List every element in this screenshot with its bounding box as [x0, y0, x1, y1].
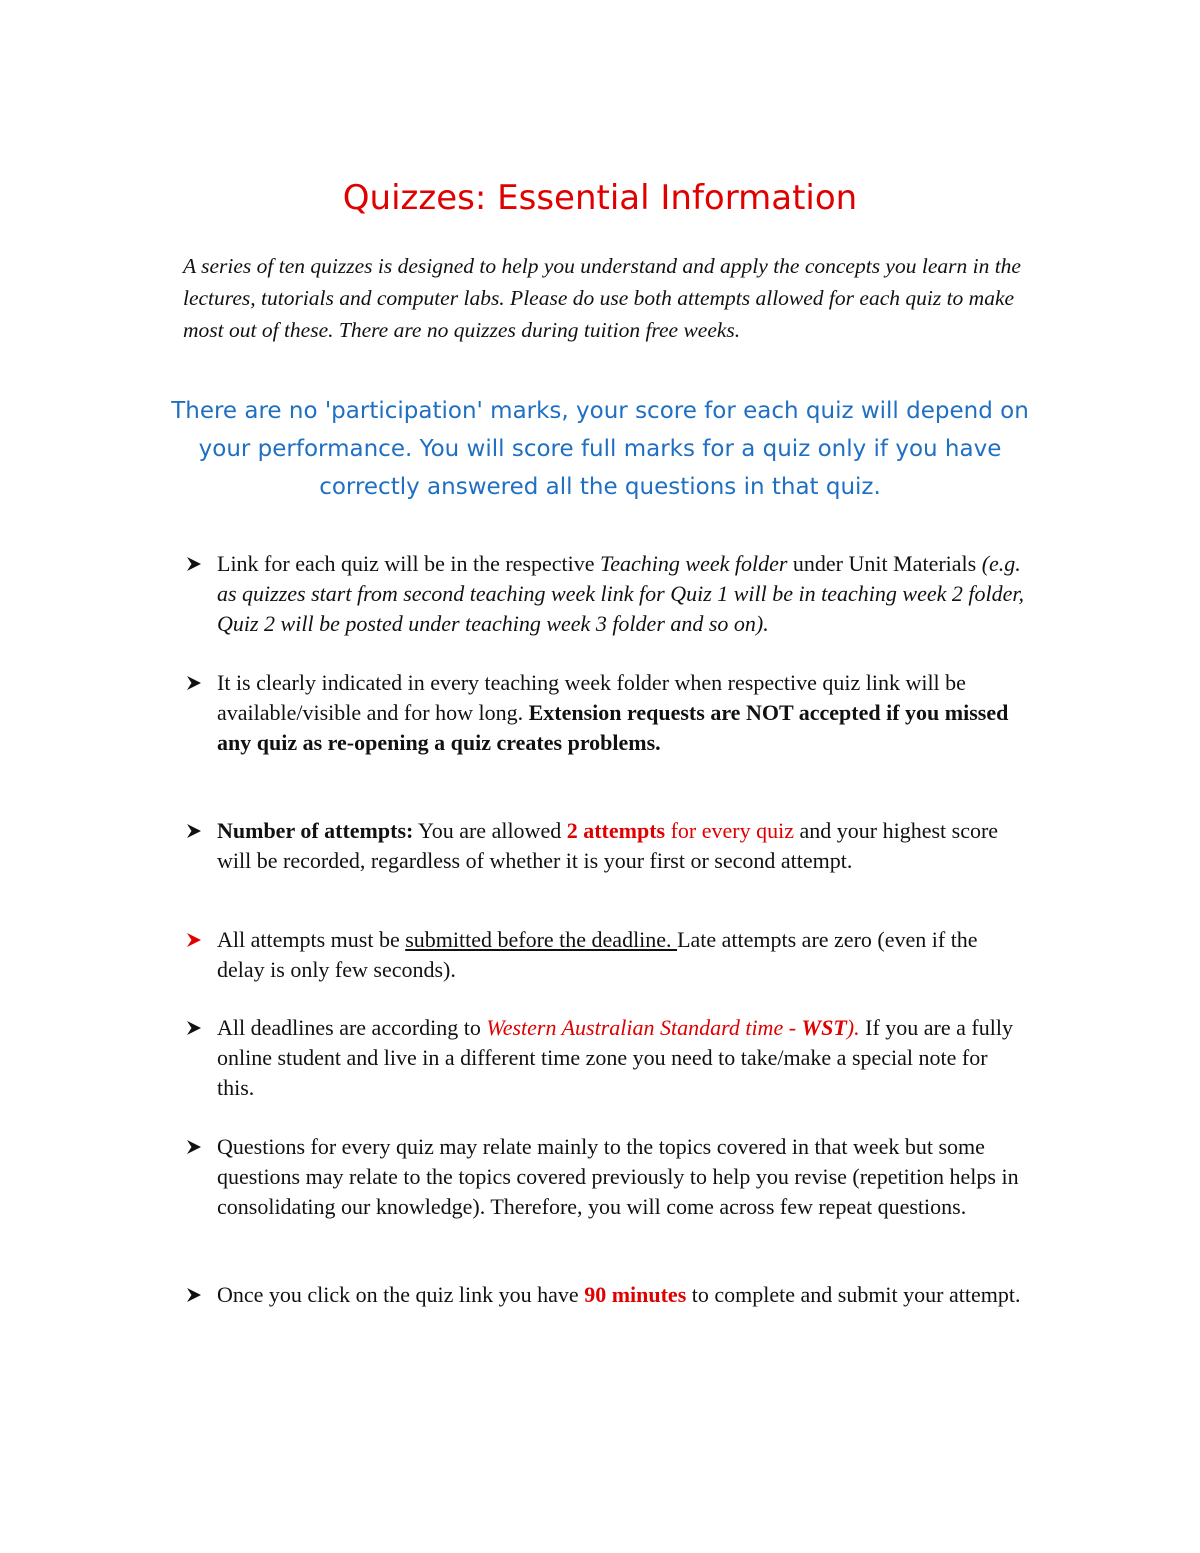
arrow-bullet-icon	[186, 549, 208, 579]
submitted-before-deadline-text: submitted before the deadline.	[405, 927, 678, 952]
time-zone-name: Western Australian Standard time -	[486, 1015, 802, 1040]
bullet-text	[217, 668, 1026, 758]
bullet-quiz-link-location	[186, 549, 1026, 639]
bullet-text-part: You are allowed	[413, 818, 567, 843]
arrow-bullet-icon	[186, 925, 208, 955]
bullet-text-part: Late attempts are zero (even if the delay is only few seconds).	[217, 927, 978, 982]
bullet-text-part: If you are a fully online student and live in a different time zone you need to take/make a special note for this.	[217, 1015, 1013, 1100]
participation-notice: There are no 'participation' marks, your score for each quiz will depend on your performance. You will score full marks for a quiz only if you have correctly answered all the questions in that quiz.	[171, 398, 1029, 500]
teaching-week-folder-text: Teaching week folder	[600, 551, 788, 576]
bullet-text-part: under Unit Materials	[787, 551, 982, 576]
attempts-count: 2 attempts	[566, 818, 666, 843]
intro-paragraph: A series of ten quizzes is designed to help you understand and apply the concepts you learn in the lectures, tutorials and computer labs. Please do use both attempts allowed for each quiz to make most out of these. There are no quizzes during tuition free weeks.	[183, 254, 1021, 342]
bullet-deadline-submission	[186, 925, 1026, 985]
attempts-label: Number of attempts:	[217, 818, 414, 843]
bullet-question-topics	[186, 1132, 1026, 1222]
for-every-quiz-text: for every quiz	[665, 818, 794, 843]
example-text: (e.g. as quizzes start from second teaching week link for Quiz 1 will be in teaching week 2 folder, Quiz 2 will be posted under teaching week 3 folder and so on).	[217, 551, 1024, 636]
bullet-text	[217, 816, 1026, 876]
bullet-availability	[186, 668, 1026, 758]
bullet-text-part: It is clearly indicated in every teaching week folder when respective quiz link will be available/visible and for how long.	[217, 670, 966, 725]
time-zone-close: ).	[846, 1015, 860, 1040]
extension-warning-text: Extension requests are NOT accepted if you missed any quiz as re-opening a quiz creates problems.	[217, 700, 1009, 755]
bullet-number-of-attempts	[186, 816, 1026, 876]
arrow-bullet-icon	[186, 1132, 208, 1162]
arrow-bullet-icon	[186, 816, 208, 846]
bullet-time-limit	[186, 1280, 1026, 1310]
arrow-bullet-icon	[186, 1280, 208, 1310]
time-limit-value: 90 minutes	[584, 1282, 687, 1307]
arrow-bullet-icon	[186, 1013, 208, 1043]
time-zone-abbrev: WST	[801, 1015, 847, 1040]
bullet-text	[217, 1280, 1026, 1310]
bullet-text-part: Link for each quiz will be in the respective	[217, 551, 601, 576]
bullet-text	[217, 925, 1026, 985]
bullet-text-part: All deadlines are according to	[217, 1015, 487, 1040]
bullet-time-zone	[186, 1013, 1026, 1103]
bullet-text: Questions for every quiz may relate mainly to the topics covered in that week but some questions may relate to the topics covered previously to help you revise (repetition helps in consolidating our knowledge). Therefore, you will come across few repeat questions.	[217, 1134, 1019, 1219]
bullet-text	[217, 549, 1026, 639]
bullet-text-part: to complete and submit your attempt.	[686, 1282, 1021, 1307]
bullet-text	[217, 1013, 1026, 1103]
page-title: Quizzes: Essential Information	[342, 178, 858, 218]
bullet-text-part: Once you click on the quiz link you have	[217, 1282, 585, 1307]
bullet-text-part: All attempts must be	[217, 927, 406, 952]
arrow-bullet-icon	[186, 668, 208, 698]
bullet-text-part: and your highest score will be recorded, regardless of whether it is your first or second attempt.	[217, 818, 999, 873]
